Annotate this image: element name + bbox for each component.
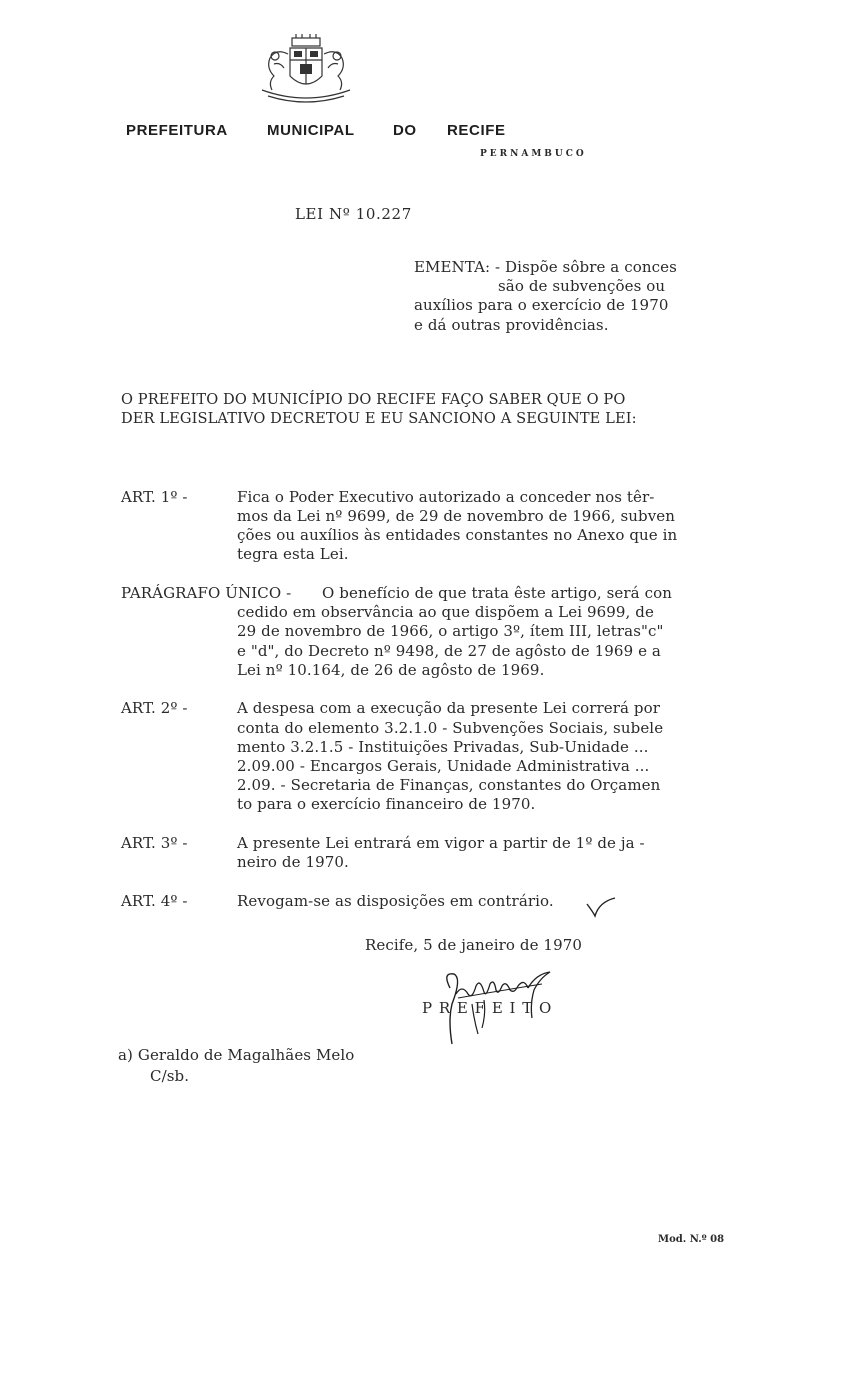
ementa-line: e dá outras providências. [414, 316, 609, 334]
article-line: ções ou auxílios às entidades constantes no Anexo que in [237, 526, 678, 544]
article-line: to para o exercício financeiro de 1970. [237, 795, 536, 813]
article-label: ART. 2º - [121, 699, 188, 717]
article-line: mos da Lei nº 9699, de 29 de novembro de 1966, subven [237, 507, 676, 525]
ementa-line: são de subvenções ou [498, 277, 666, 295]
article-line: cedido em observância ao que dispõem a Lei 9699, de [237, 603, 654, 621]
article-line: mento 3.2.1.5 - Instituições Privadas, Sub-Unidade ... [237, 738, 649, 756]
header-org-word-2: MUNICIPAL [267, 122, 355, 139]
law-number: LEI Nº 10.227 [295, 205, 412, 223]
article-line: 29 de novembro de 1966, o artigo 3º, ítem III, letras"c" [237, 622, 664, 640]
form-code: Mod. N.º 08 [658, 1234, 725, 1245]
header-org-word-3: DO [393, 122, 417, 139]
article-line: 2.09.00 - Encargos Gerais, Unidade Administrativa ... [237, 757, 650, 775]
place-date: Recife, 5 de janeiro de 1970 [365, 936, 583, 954]
article-line: O benefício de que trata êste artigo, será con [322, 584, 672, 602]
article-line: A despesa com a execução da presente Lei correrá por [237, 699, 661, 717]
signatory-initials: C/sb. [150, 1067, 190, 1085]
header-state: PERNAMBUCO [480, 149, 587, 159]
signature-title: P R E F E I T O [422, 999, 553, 1017]
article-line: conta do elemento 3.2.1.0 - Subvenções Sociais, subele [237, 719, 664, 737]
ementa-line: EMENTA: - Dispõe sôbre a conces [414, 258, 677, 276]
article-label: ART. 1º - [121, 488, 188, 506]
article-line: e "d", do Decreto nº 9498, de 27 de agôsto de 1969 e a [237, 642, 661, 660]
article-line: Lei nº 10.164, de 26 de agôsto de 1969. [237, 661, 545, 679]
coat-of-arms-emblem [258, 34, 354, 106]
preamble-line: DER LEGISLATIVO DECRETOU E EU SANCIONO A SEGUINTE LEI: [121, 410, 637, 427]
header-org-word-1: PREFEITURA [126, 122, 228, 139]
article-label: PARÁGRAFO ÚNICO - [121, 584, 292, 602]
article-label: ART. 3º - [121, 834, 188, 852]
article-line: A presente Lei entrará em vigor a partir de 1º de ja - [237, 834, 645, 852]
ementa-line: auxílios para o exercício de 1970 [414, 296, 669, 314]
article-line: 2.09. - Secretaria de Finanças, constantes do Orçamen [237, 776, 661, 794]
article-line: Revogam-se as disposições em contrário. [237, 892, 554, 910]
article-line: tegra esta Lei. [237, 545, 349, 563]
signatory-name: a) Geraldo de Magalhães Melo [118, 1046, 355, 1064]
check-mark-icon [585, 892, 617, 920]
article-line: Fica o Poder Executivo autorizado a conceder nos têr- [237, 488, 655, 506]
preamble-line: O PREFEITO DO MUNICÍPIO DO RECIFE FAÇO SABER QUE O PO [121, 391, 626, 408]
header-org-word-4: RECIFE [447, 122, 506, 139]
article-label: ART. 4º - [121, 892, 188, 910]
article-line: neiro de 1970. [237, 853, 349, 871]
